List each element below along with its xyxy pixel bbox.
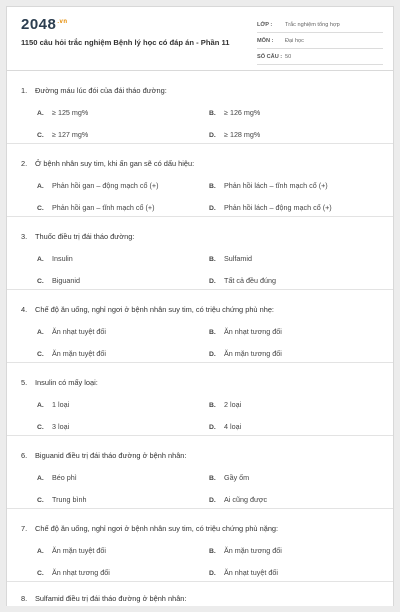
option-c[interactable] xyxy=(37,130,88,139)
question-list xyxy=(7,71,393,612)
option-text: Ai cũng được xyxy=(224,495,268,504)
question-text xyxy=(21,232,134,241)
document-sheet xyxy=(6,6,394,606)
option-d[interactable] xyxy=(209,495,267,504)
option-text: ≥ 128 mg% xyxy=(224,130,261,139)
option-text: ≥ 126 mg% xyxy=(224,108,261,117)
option-text: Ăn mặn tuyệt đối xyxy=(52,349,106,358)
question-item xyxy=(7,363,393,436)
option-text: Tất cả đều đúng xyxy=(224,276,276,285)
option-d[interactable] xyxy=(209,568,278,577)
question-item xyxy=(7,144,393,217)
question-number: 5. xyxy=(21,378,28,387)
question-item xyxy=(7,71,393,144)
option-b[interactable] xyxy=(209,254,252,263)
question-item xyxy=(7,290,393,363)
option-text: Ăn nhạt tương đối xyxy=(52,568,110,577)
question-item xyxy=(7,509,393,582)
question-number: 2. xyxy=(21,159,28,168)
option-text: Phản hồi gan – tĩnh mạch cổ (+) xyxy=(52,203,155,212)
meta-value: Đại học xyxy=(285,37,304,44)
option-letter: D. xyxy=(209,205,216,212)
meta-row-count xyxy=(257,49,383,65)
question-text xyxy=(21,159,194,168)
document-header xyxy=(7,7,393,71)
meta-label: MÔN : xyxy=(257,37,274,44)
option-c[interactable] xyxy=(37,203,155,212)
question-label: Đường máu lúc đói của đái tháo đường: xyxy=(35,86,167,95)
question-item xyxy=(7,217,393,290)
question-label: Chế độ ăn uống, nghỉ ngơi ở bệnh nhân suy tim, có triệu chứng phù nặng: xyxy=(35,524,279,533)
option-text: 3 loại xyxy=(52,422,70,431)
question-label: Biguanid điều trị đái tháo đường ở bệnh nhân: xyxy=(35,451,187,460)
option-letter: D. xyxy=(209,570,216,577)
option-text: Phản hồi lách – tĩnh mạch cổ (+) xyxy=(224,181,328,190)
question-text xyxy=(21,594,186,603)
question-text xyxy=(21,524,278,533)
meta-info xyxy=(257,17,383,65)
option-letter: C. xyxy=(37,570,44,577)
question-number: 6. xyxy=(21,451,28,460)
meta-row-subject xyxy=(257,33,383,49)
option-b[interactable] xyxy=(209,181,328,190)
option-a[interactable] xyxy=(37,400,69,409)
option-a[interactable] xyxy=(37,181,159,190)
option-letter: A. xyxy=(37,475,44,482)
option-letter: B. xyxy=(209,548,216,555)
option-text: Béo phì xyxy=(52,473,77,482)
meta-value: Trắc nghiệm tổng hợp xyxy=(285,21,340,28)
question-text xyxy=(21,86,167,95)
option-text: 4 loại xyxy=(224,422,242,431)
option-text: Ăn mặn tương đối xyxy=(224,546,282,555)
option-a[interactable] xyxy=(37,327,106,336)
option-text: Sulfamid xyxy=(224,254,252,263)
option-letter: D. xyxy=(209,424,216,431)
option-d[interactable] xyxy=(209,130,260,139)
option-text: Insulin xyxy=(52,254,73,263)
option-text: Ăn mặn tương đối xyxy=(224,349,282,358)
option-letter: B. xyxy=(209,329,216,336)
option-d[interactable] xyxy=(209,203,332,212)
question-number: 1. xyxy=(21,86,28,95)
option-letter: C. xyxy=(37,132,44,139)
option-a[interactable] xyxy=(37,473,77,482)
option-letter: A. xyxy=(37,183,44,190)
option-letter: D. xyxy=(209,132,216,139)
question-label: Insulin có mấy loại: xyxy=(35,378,98,387)
question-number: 8. xyxy=(21,594,28,603)
option-text: Ăn nhạt tuyệt đối xyxy=(52,327,106,336)
option-text: Gầy ốm xyxy=(224,473,250,482)
meta-value: 50 xyxy=(285,53,292,60)
option-a[interactable] xyxy=(37,108,88,117)
option-d[interactable] xyxy=(209,276,276,285)
option-text: ≥ 127 mg% xyxy=(52,130,89,139)
option-text: Biguanid xyxy=(52,276,80,285)
option-text: Ăn mặn tuyệt đối xyxy=(52,546,106,555)
meta-row-class xyxy=(257,17,383,33)
option-d[interactable] xyxy=(209,349,282,358)
logo-tld: .vn xyxy=(57,19,68,25)
option-c[interactable] xyxy=(37,568,110,577)
option-letter: C. xyxy=(37,351,44,358)
option-d[interactable] xyxy=(209,422,241,431)
meta-label: SỐ CÂU : xyxy=(257,53,283,60)
option-letter: C. xyxy=(37,278,44,285)
option-text: 2 loại xyxy=(224,400,242,409)
question-number: 4. xyxy=(21,305,28,314)
question-label: Sulfamid điều trị đái tháo đường ở bệnh nhân: xyxy=(35,594,187,603)
option-letter: D. xyxy=(209,351,216,358)
option-text: Phản hồi gan – động mạch cổ (+) xyxy=(52,181,159,190)
document-title: 1150 câu hỏi trắc nghiệm Bệnh lý học có đáp án - Phần 11 xyxy=(21,38,230,47)
option-a[interactable] xyxy=(37,546,106,555)
option-text: 1 loại xyxy=(52,400,70,409)
site-logo[interactable] xyxy=(21,16,68,33)
option-letter: C. xyxy=(37,205,44,212)
option-b[interactable] xyxy=(209,546,282,555)
question-item xyxy=(7,582,393,612)
meta-label: LỚP : xyxy=(257,21,273,28)
question-label: Chế độ ăn uống, nghỉ ngơi ở bệnh nhân suy tim, có triệu chứng phù nhẹ: xyxy=(35,305,274,314)
option-letter: B. xyxy=(209,183,216,190)
option-b[interactable] xyxy=(209,108,260,117)
option-text: Ăn nhạt tương đối xyxy=(224,327,282,336)
option-letter: A. xyxy=(37,329,44,336)
question-number: 3. xyxy=(21,232,28,241)
option-c[interactable] xyxy=(37,276,80,285)
option-letter: A. xyxy=(37,402,44,409)
option-c[interactable] xyxy=(37,495,87,504)
option-letter: A. xyxy=(37,548,44,555)
option-b[interactable] xyxy=(209,473,249,482)
option-b[interactable] xyxy=(209,327,282,336)
option-letter: B. xyxy=(209,110,216,117)
option-letter: A. xyxy=(37,110,44,117)
option-letter: D. xyxy=(209,278,216,285)
option-a[interactable] xyxy=(37,254,73,263)
option-text: Phản hồi lách – động mạch cổ (+) xyxy=(224,203,332,212)
option-letter: B. xyxy=(209,256,216,263)
question-number: 7. xyxy=(21,524,28,533)
question-text xyxy=(21,451,186,460)
logo-text: 2048 xyxy=(21,16,57,33)
question-label: Thuốc điều trị đái tháo đường: xyxy=(35,232,135,241)
option-letter: B. xyxy=(209,475,216,482)
question-text xyxy=(21,378,98,387)
option-letter: C. xyxy=(37,497,44,504)
option-b[interactable] xyxy=(209,400,241,409)
question-text xyxy=(21,305,274,314)
question-item xyxy=(7,436,393,509)
option-text: ≥ 125 mg% xyxy=(52,108,89,117)
option-letter: C. xyxy=(37,424,44,431)
question-label: Ở bệnh nhân suy tim, khi ấn gan sẽ có dấu hiệu: xyxy=(35,159,195,168)
option-c[interactable] xyxy=(37,422,69,431)
option-text: Ăn nhạt tuyệt đối xyxy=(224,568,278,577)
option-letter: A. xyxy=(37,256,44,263)
option-c[interactable] xyxy=(37,349,106,358)
option-letter: D. xyxy=(209,497,216,504)
option-letter: B. xyxy=(209,402,216,409)
option-text: Trung bình xyxy=(52,495,87,504)
